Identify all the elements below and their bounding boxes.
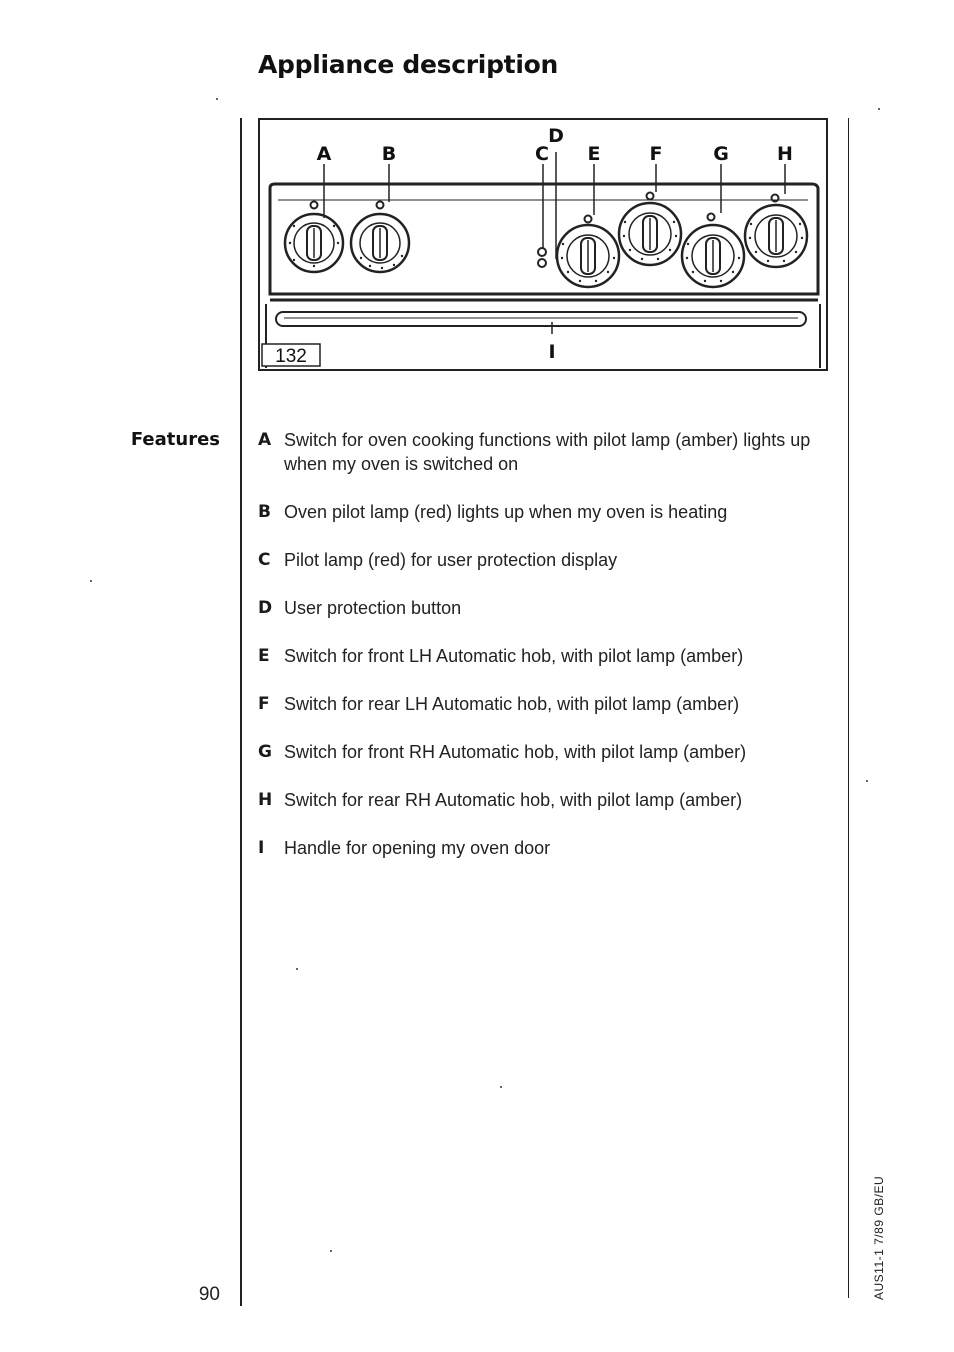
scan-speck: [866, 780, 868, 782]
feature-letter: A: [258, 430, 272, 450]
page-number: 90: [198, 1284, 220, 1305]
callout-h: H: [777, 143, 793, 165]
callout-e: E: [587, 143, 601, 165]
feature-item-b: [258, 500, 818, 524]
scan-speck: [330, 1250, 332, 1252]
callout-c: C: [535, 143, 549, 165]
appliance-control-panel-diagram: [258, 118, 830, 374]
right-margin-rule: [848, 118, 849, 1298]
callout-a: A: [316, 143, 332, 165]
feature-letter: I: [258, 838, 265, 858]
document-code: AUS11-1 7/89 GB/EU: [872, 1175, 886, 1300]
feature-description: Oven pilot lamp (red) lights up when my oven is heating: [284, 502, 728, 522]
feature-item-g: [258, 740, 818, 764]
feature-item-f: [258, 692, 818, 716]
feature-item-e: [258, 644, 818, 668]
feature-description: Switch for front LH Automatic hob, with pilot lamp (amber): [284, 646, 744, 666]
left-margin-rule: [240, 118, 242, 1306]
callout-i: I: [548, 341, 556, 363]
scan-speck: [90, 580, 92, 582]
feature-letter: G: [258, 742, 272, 762]
feature-item-i: [258, 836, 818, 860]
feature-description: Switch for oven cooking functions with pilot lamp (amber) lights up when my oven is switched on: [284, 430, 811, 474]
feature-item-c: [258, 548, 818, 572]
figure-number: 132: [275, 346, 307, 367]
feature-description: Switch for rear RH Automatic hob, with pilot lamp (amber): [284, 790, 743, 810]
feature-item-d: [258, 596, 818, 620]
section-label-features: Features: [130, 429, 220, 450]
feature-letter: D: [258, 598, 273, 618]
callout-d: D: [548, 125, 564, 147]
callout-b: B: [381, 143, 397, 165]
feature-letter: H: [258, 790, 273, 810]
feature-letter: C: [258, 550, 271, 570]
feature-letter: B: [258, 502, 271, 522]
scan-speck: [878, 108, 880, 110]
feature-letter: F: [258, 694, 270, 714]
feature-item-a: [258, 428, 818, 476]
callout-g: G: [713, 143, 729, 165]
feature-description: Switch for rear LH Automatic hob, with pilot lamp (amber): [284, 694, 740, 714]
page-title: Appliance description: [258, 50, 558, 79]
feature-description: Switch for front RH Automatic hob, with pilot lamp (amber): [284, 742, 747, 762]
feature-description: User protection button: [284, 598, 462, 618]
scan-speck: [216, 98, 218, 100]
scan-speck: [296, 968, 298, 970]
scan-speck: [500, 1086, 502, 1088]
feature-item-h: [258, 788, 818, 812]
features-list: [258, 428, 818, 860]
callout-f: F: [649, 143, 663, 165]
feature-description: Pilot lamp (red) for user protection display: [284, 550, 618, 570]
feature-letter: E: [258, 646, 270, 666]
feature-description: Handle for opening my oven door: [284, 838, 551, 858]
